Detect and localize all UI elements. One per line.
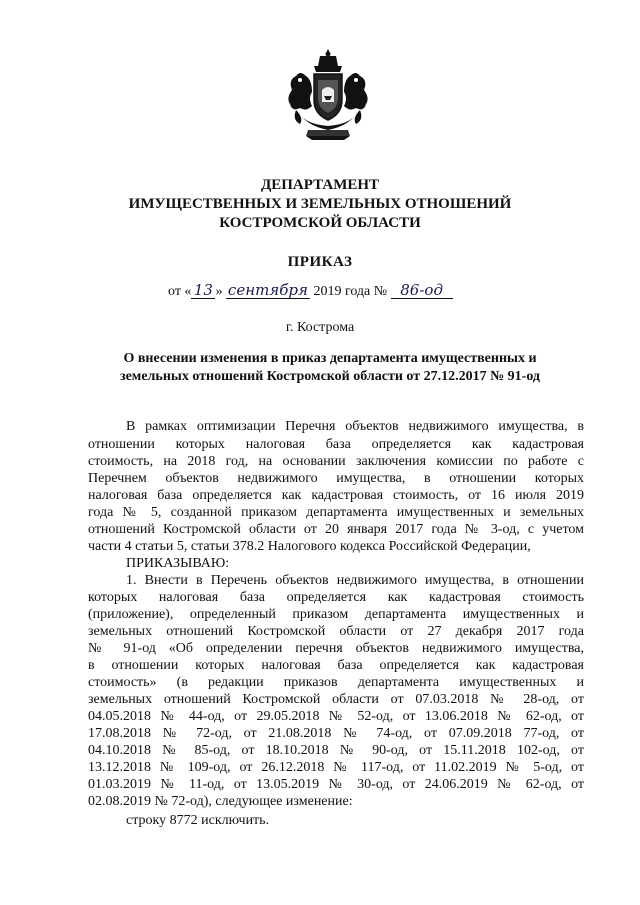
body-line: стоимость» (в редакции приказов департамента имущественных и [88,675,584,690]
subject-line2: земельных отношений Костромской области от 27.12.2017 № 91-од [119,369,541,384]
coat-of-arms-icon [278,50,378,150]
document-type-title: ПРИКАЗ [287,254,353,270]
date-quote-close: » [215,284,223,299]
date-year-text: 2019 года [313,284,371,299]
body-line: стоимость, на 2018 год, на основании заключения комиссии по работе с [88,454,584,469]
body-line: 17.08.2018 № 72-од, от 21.08.2018 № 74-од, от 07.09.2018 77-од, от [88,726,584,741]
body-line: 1. Внести в Перечень объектов недвижимого имущества, в отношении [126,573,584,588]
body-line: 04.10.2018 № 85-од, от 18.10.2018 № 90-од, от 15.11.2018 102-од, от [88,743,584,758]
body-line: 04.05.2018 № 44-од, от 29.05.2018 № 52-од, от 13.06.2018 № 62-од, от [88,709,584,724]
department-title-line1: ДЕПАРТАМЕНТ [260,177,380,193]
body-line: № 91-од «Об определении перечня объектов недвижимого имущества, [88,641,584,656]
body-line: 02.08.2019 № 72-од), следующее изменение: [88,794,353,809]
city-line: г. Кострома [285,320,355,335]
body-line: (приложение), определенный приказом департамента имущественных и [88,607,584,622]
body-line: которых налоговая база определяется как кадастровая стоимость [88,590,584,605]
body-line: Перечнем объектов недвижимого имущества, в отношении которых [88,471,584,486]
body-line: года № 5, созданной приказом департамента имущественных и земельных [88,505,584,520]
date-prefix: от « [168,284,192,299]
department-title-line3: КОСТРОМСКОЙ ОБЛАСТИ [219,215,421,231]
body-line: части 4 статьи 5, статьи 378.2 Налогового кодекса Российской Федерации, [88,539,531,554]
body-line-order-word: ПРИКАЗЫВАЮ: [126,556,230,571]
body-line: отношений Костромской области от 20 января 2017 года № 3-од, с учетом [88,522,584,537]
body-line: в отношении которых налоговая база определяется как кадастровая [88,658,584,673]
department-title-line2: ИМУЩЕСТВЕННЫХ И ЗЕМЕЛЬНЫХ ОТНОШЕНИЙ [128,196,512,212]
body-line: 13.12.2018 № 109-од, от 26.12.2018 № 117-од, от 11.02.2019 № 5-од, от [88,760,584,775]
date-day-field: 13 [191,283,215,299]
body-line: В рамках оптимизации Перечня объектов недвижимого имущества, в [126,419,584,434]
body-line: земельных отношений Костромской области от 27 декабря 2017 года [88,624,584,639]
subject-line1: О внесении изменения в приказ департамента имущественных и [123,351,537,366]
order-dateline [168,283,453,301]
date-month-field: сентября [227,281,308,299]
body-line: отношении которых налоговая база определяется как кадастровая [88,437,584,452]
body-line: земельных отношений Костромской области от 07.03.2018 № 28-од, от [88,692,584,707]
number-sign: № [373,284,388,299]
body-line: строку 8772 исключить. [126,813,270,828]
order-number-field: 86-од [391,283,453,299]
body-line: налоговая база определяется как кадастровая стоимость, от 16 июля 2019 [88,488,584,503]
body-line: 01.03.2019 № 11-од, от 13.05.2019 № 30-од, от 24.06.2019 № 62-од, от [88,777,584,792]
